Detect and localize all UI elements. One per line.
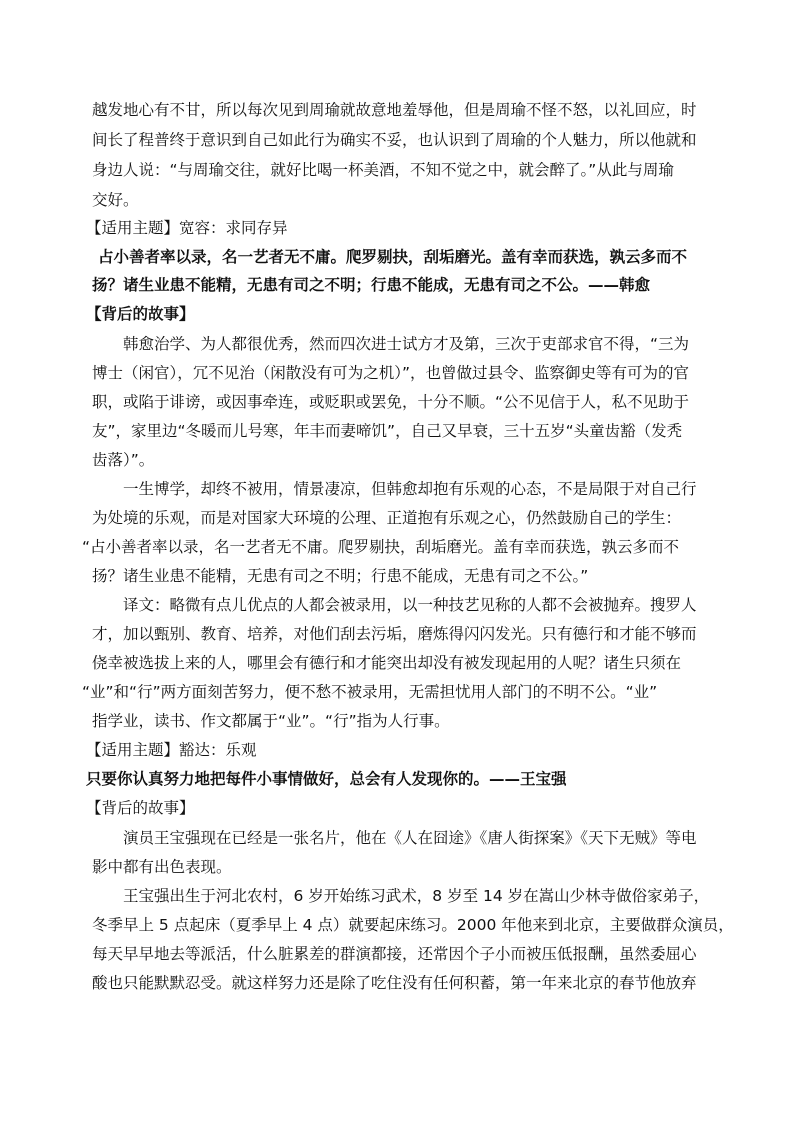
paragraph-line: 王宝强出生于河北农村，6 岁开始练习武术，8 岁至 14 岁在嵩山少林寺做俗家弟子， xyxy=(123,887,710,905)
paragraph-line: 为处境的乐观，而是对国家大环境的公理、正道抱有乐观之心，仍然鼓励自己的学生： xyxy=(92,509,682,527)
paragraph-line: 博士（闲官），冗不见治（闲散没有可为之机）”，也曾做过县令、监察御史等有可为的官 xyxy=(92,364,690,382)
story-heading: 【背后的故事】 xyxy=(86,799,195,817)
paragraph-line: 酸也只能默默忍受。就这样努力还是除了吃住没有任何积蓄，第一年来北京的春节他放弃 xyxy=(92,974,697,992)
quote-line: 只要你认真努力地把每件小事情做好，总会有人发现你的。——王宝强 xyxy=(86,770,567,788)
theme-heading: 【适用主题】豁达：乐观 xyxy=(86,741,257,759)
paragraph-line: “占小善者率以录，名一艺者无不庸。爬罗剔抉，刮垢磨光。盖有幸而获选，孰云多而不 xyxy=(82,538,680,556)
paragraph-line: “业”和“行”两方面刻苦努力，便不愁不被录用，无需担忧用人部门的不明不公。“业” xyxy=(82,683,658,701)
paragraph-line: 齿落）”。 xyxy=(92,451,155,469)
theme-heading: 【适用主题】宽容：求同存异 xyxy=(86,219,288,237)
story-heading: 【背后的故事】 xyxy=(86,305,195,323)
paragraph-line: 译文：略微有点儿优点的人都会被录用，以一种技艺见称的人都不会被抛弃。搜罗人 xyxy=(123,596,697,614)
paragraph-line: 演员王宝强现在已经是一张名片，他在《人在囧途》《唐人街探案》《天下无贼》等电 xyxy=(123,829,697,847)
quote-line: 占小善者率以录，名一艺者无不庸。爬罗剔抉，刮垢磨光。盖有幸而获选，孰云多而不 xyxy=(98,248,688,266)
paragraph-line: 身边人说：“与周瑜交往，就好比喝一杯美酒，不知不觉之中，就会醉了。”从此与周瑜 xyxy=(92,161,674,179)
paragraph-line: 影中都有出色表现。 xyxy=(92,858,232,876)
paragraph-line: 冬季早上 5 点起床（夏季早上 4 点）就要起床练习。2000 年他来到北京，主要做群众演员， xyxy=(92,916,734,934)
paragraph-line: 韩愈治学、为人都很优秀，然而四次进士试方才及第，三次于吏部求官不得，“三为 xyxy=(123,335,690,353)
paragraph-line: 每天早早地去等派活，什么脏累差的群演都接，还常因个子小而被压低报酬，虽然委屈心 xyxy=(92,945,697,963)
paragraph-line: 间长了程普终于意识到自己如此行为确实不妥，也认识到了周瑜的个人魅力，所以他就和 xyxy=(92,131,697,149)
paragraph-line: 交好。 xyxy=(92,191,139,209)
paragraph-line: 扬？诸生业患不能精，无患有司之不明；行患不能成，无患有司之不公。” xyxy=(92,567,589,585)
paragraph-line: 才，加以甄别、教育、培养，对他们刮去污垢，磨炼得闪闪发光。只有德行和才能不够而 xyxy=(92,625,697,643)
paragraph-line: 职，或陷于诽谤，或因事牵连，或贬职或罢免，十分不顺。“公不见信于人，私不见助于 xyxy=(92,393,690,411)
quote-line: 扬？诸生业患不能精，无患有司之不明；行患不能成，无患有司之不公。——韩愈 xyxy=(92,276,651,294)
paragraph-line: 一生博学，却终不被用，情景凄凉，但韩愈却抱有乐观的心态，不是局限于对自己行 xyxy=(123,480,697,498)
paragraph-line: 侥幸被选拔上来的人，哪里会有德行和才能突出却没有被发现起用的人呢？诸生只须在 xyxy=(92,654,682,672)
paragraph-line: 友”，家里边“冬暖而儿号寒，年丰而妻啼饥”，自己又早衰，三十五岁“头童齿豁（发秃 xyxy=(92,422,683,440)
paragraph-line: 越发地心有不甘，所以每次见到周瑜就故意地羞辱他，但是周瑜不怪不怒，以礼回应，时 xyxy=(92,101,697,119)
paragraph-line: 指学业，读书、作文都属于“业”。“行”指为人行事。 xyxy=(92,712,450,730)
